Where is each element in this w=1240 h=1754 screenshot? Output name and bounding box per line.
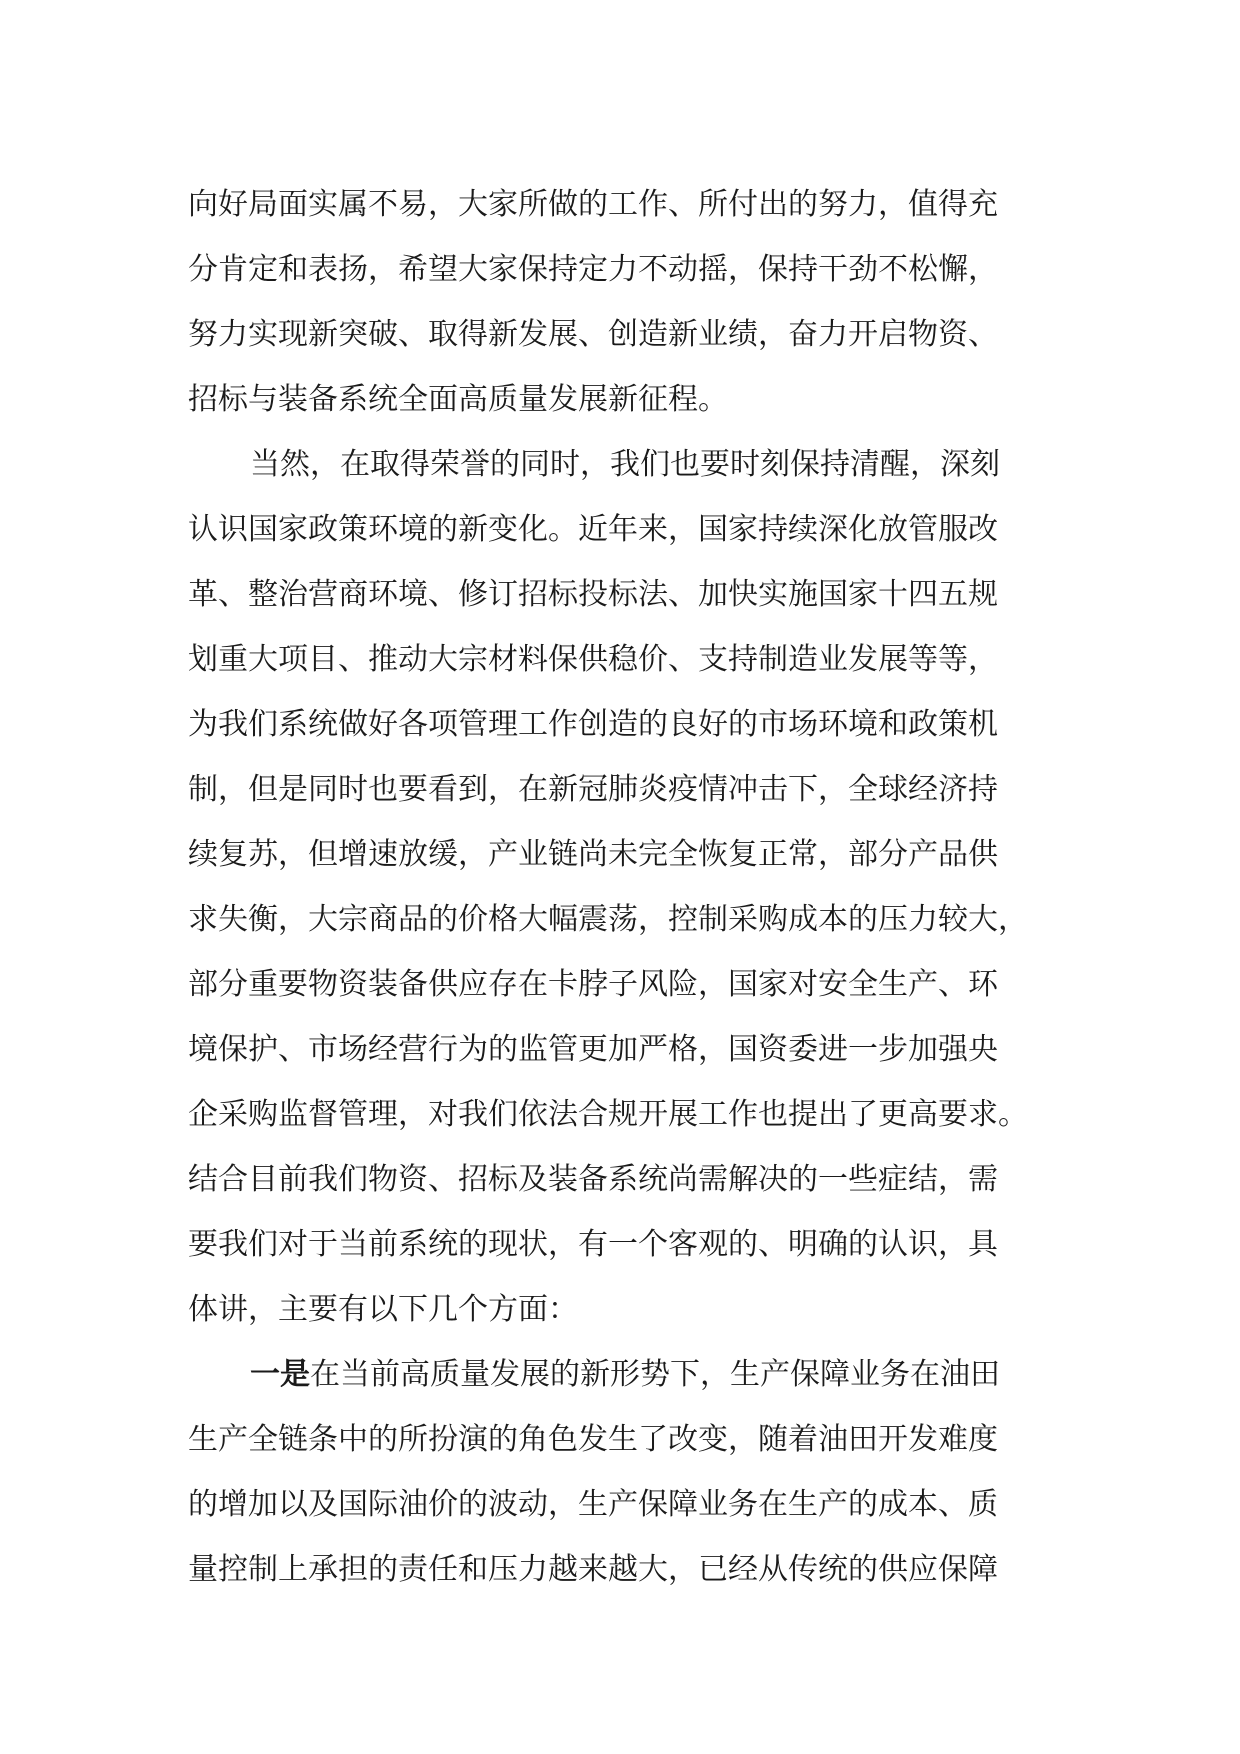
paragraph-1-line-2: 分肯定和表扬，希望大家保持定力不动摇，保持干劲不松懈， bbox=[188, 252, 998, 287]
paragraph-2-line-7: 续复苏，但增速放缓，产业链尚未完全恢复正常，部分产品供 bbox=[188, 837, 998, 872]
paragraph-2-line-1: 当然，在取得荣誉的同时，我们也要时刻保持清醒，深刻 bbox=[250, 447, 1000, 482]
paragraph-2-line-3: 革、整治营商环境、修订招标投标法、加快实施国家十四五规 bbox=[188, 577, 998, 612]
paragraph-2-line-8: 求失衡，大宗商品的价格大幅震荡，控制采购成本的压力较大， bbox=[188, 902, 1028, 937]
paragraph-3-line-1 bbox=[188, 1342, 1088, 1407]
paragraph-1-line-1: 向好局面实属不易，大家所做的工作、所付出的努力，值得充 bbox=[188, 187, 998, 222]
paragraph-2-line-11: 企采购监督管理，对我们依法合规开展工作也提出了更高要求。 bbox=[188, 1097, 1028, 1132]
paragraph-2-line-14: 体讲，主要有以下几个方面： bbox=[188, 1292, 578, 1327]
paragraph-2-line-2: 认识国家政策环境的新变化。近年来，国家持续深化放管服改 bbox=[188, 512, 998, 547]
document-body bbox=[188, 172, 1088, 1602]
paragraph-3-first-rest: 在当前高质量发展的新形势下，生产保障业务在油田 bbox=[310, 1357, 1000, 1392]
paragraph-3-line-2: 生产全链条中的所扮演的角色发生了改变，随着油田开发难度 bbox=[188, 1422, 998, 1457]
paragraph-2-line-6: 制，但是同时也要看到，在新冠肺炎疫情冲击下，全球经济持 bbox=[188, 772, 998, 807]
paragraph-3-line-3: 的增加以及国际油价的波动，生产保障业务在生产的成本、质 bbox=[188, 1487, 998, 1522]
paragraph-2-line-4: 划重大项目、推动大宗材料保供稳价、支持制造业发展等等， bbox=[188, 642, 998, 677]
paragraph-2-line-13: 要我们对于当前系统的现状，有一个客观的、明确的认识，具 bbox=[188, 1227, 998, 1262]
paragraph-3-lead: 一是 bbox=[250, 1357, 310, 1392]
paragraph-3-line-4: 量控制上承担的责任和压力越来越大，已经从传统的供应保障 bbox=[188, 1552, 998, 1587]
paragraph-2-line-9: 部分重要物资装备供应存在卡脖子风险，国家对安全生产、环 bbox=[188, 967, 998, 1002]
paragraph-2-line-5: 为我们系统做好各项管理工作创造的良好的市场环境和政策机 bbox=[188, 707, 998, 742]
paragraph-2-line-12: 结合目前我们物资、招标及装备系统尚需解决的一些症结，需 bbox=[188, 1162, 998, 1197]
paragraph-1-line-4: 招标与装备系统全面高质量发展新征程。 bbox=[188, 382, 728, 417]
paragraph-1-line-3: 努力实现新突破、取得新发展、创造新业绩，奋力开启物资、 bbox=[188, 317, 998, 352]
paragraph-2-line-10: 境保护、市场经营行为的监管更加严格，国资委进一步加强央 bbox=[188, 1032, 998, 1067]
